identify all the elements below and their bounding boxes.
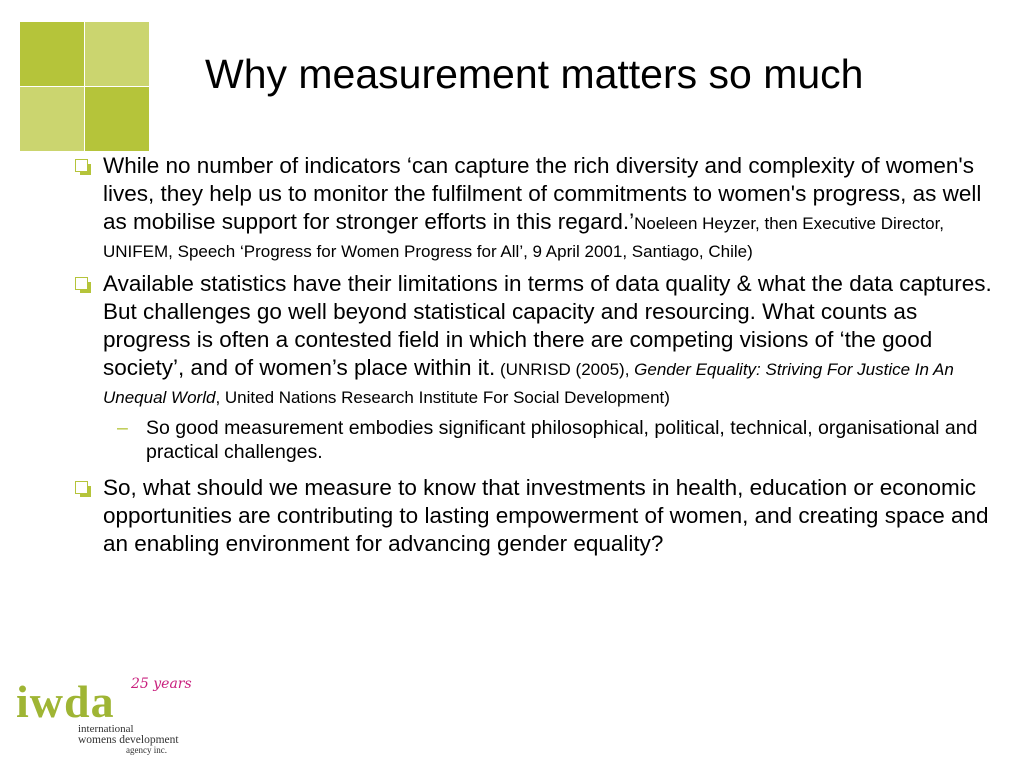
bullet-2-citation-post: , United Nations Research Institute For Social Development): [215, 388, 670, 407]
bullet-3-text: So, what should we measure to know that investments in health, education or economic opportunities are contributing to lasting empowerment of women, and creating space and an enabling environment for advancing gender equality?: [103, 475, 989, 556]
dash-bullet-icon: –: [117, 417, 128, 439]
bullet-3: [70, 474, 995, 558]
slide-title: Why measurement matters so much: [205, 51, 864, 97]
bullet-1-citation: Noeleen Heyzer, then Executive Director, UNIFEM, Speech ‘Progress for Women Progress for All’, 9 April 2001, Santiago, Chile): [103, 214, 945, 261]
square-bottom-right: [85, 87, 149, 151]
checkbox-bullet-icon: [75, 277, 88, 290]
logo-line-3: agency inc.: [126, 745, 167, 755]
logo-wordmark: iwda: [16, 676, 115, 727]
square-bottom-left: [20, 87, 84, 151]
sub-bullet: [70, 416, 995, 464]
bullet-2-citation-pre: (UNRISD (2005),: [495, 360, 635, 379]
logo-years: 25 years: [131, 676, 192, 692]
bullet-2-text: Available statistics have their limitations in terms of data quality & what the data captures. But challenges go well beyond statistical capacity and resourcing. What counts as progress is often a contested field in which there are competing visions of ‘the good society’, and of women’s place within it.: [103, 271, 992, 380]
decorative-squares: [20, 22, 149, 150]
square-top-right: [85, 22, 149, 86]
sub-bullet-text: So good measurement embodies significant philosophical, political, technical, organisational and practical challenges.: [146, 417, 978, 463]
logo-line-1: international: [78, 723, 134, 735]
bullet-1: [70, 152, 995, 264]
checkbox-bullet-icon: [75, 159, 88, 172]
slide-body: [70, 152, 995, 564]
checkbox-bullet-icon: [75, 481, 88, 494]
bullet-2-citation-title: Gender Equality: Striving For Justice In An Unequal World: [103, 360, 954, 407]
iwda-logo: [16, 676, 196, 756]
logo-line-2: womens development: [78, 734, 179, 746]
square-top-left: [20, 22, 84, 86]
bullet-2: [70, 270, 995, 410]
bullet-1-text: While no number of indicators ‘can capture the rich diversity and complexity of women's lives, they help us to monitor the fulfilment of commitments to women's progress, as well as mobilise support for stronger efforts in this regard.’: [103, 153, 982, 234]
